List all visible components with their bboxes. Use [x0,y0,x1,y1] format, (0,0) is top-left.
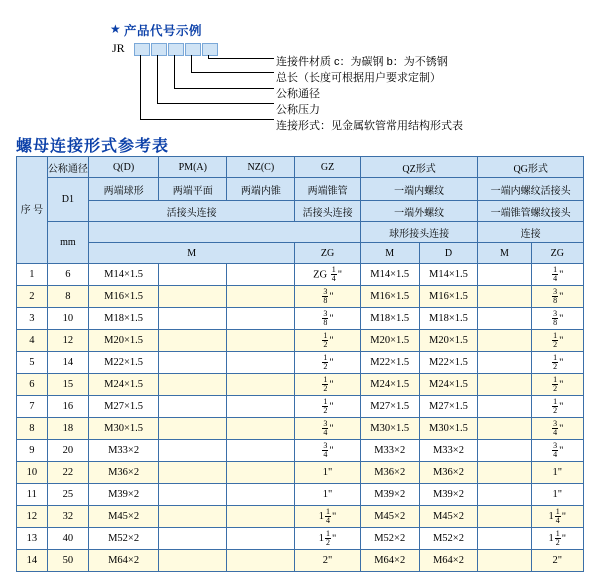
cell-qz-m: M30×1.5 [360,418,419,440]
cell-seq: 12 [17,506,48,528]
cell-qg-zg: $\frac{3}{8}$ " [531,308,583,330]
cell-qg-zg: 1" [531,484,583,506]
cell-nz [227,440,295,462]
cell-seq: 9 [17,440,48,462]
cell-dn: 40 [47,528,88,550]
leader-line-vertical-3 [174,55,175,88]
header-thread-qz-m: M [360,243,419,264]
leader-line-horizontal-2 [191,72,274,73]
cell-qd: M33×2 [89,440,159,462]
cell-qz-m: M36×2 [360,462,419,484]
header-thread-qg-m: M [478,243,531,264]
header-row-codes [17,157,584,178]
cell-seq: 3 [17,308,48,330]
diagram-title: 产品代号示例 [124,24,203,38]
cell-qg-zg: $\frac{1}{2}$ " [531,374,583,396]
header-shape-gz: 两端锥管 [295,178,361,201]
cell-qg-m [478,308,531,330]
cell-dn: 50 [47,550,88,572]
cell-qz-d: M18×1.5 [419,308,478,330]
cell-dn: 12 [47,330,88,352]
cell-qg-zg: $\frac{3}{4}$ " [531,418,583,440]
header-code-gz: GZ [295,157,361,178]
leader-line-vertical-2 [157,55,158,103]
table-row [17,484,584,506]
header-thread-qg-zg: ZG [531,243,583,264]
cell-qd: M24×1.5 [89,374,159,396]
legend-material: 连接件材质 c：为碳钢 b：为不锈钢 [276,56,448,68]
cell-dn: 14 [47,352,88,374]
cell-qg-m [478,330,531,352]
cell-seq: 8 [17,418,48,440]
cell-seq: 2 [17,286,48,308]
cell-nz [227,506,295,528]
cell-dn: 6 [47,264,88,286]
header-conn-blank [89,222,361,243]
cell-qg-zg: 2" [531,550,583,572]
nut-connection-table [16,156,584,572]
cell-qg-m [478,352,531,374]
code-box-4 [185,43,201,56]
cell-nz [227,330,295,352]
cell-pm [159,374,227,396]
header-conn-qd-pm-nz: 活接头连接 [89,201,295,222]
header-seq: 序 号 [17,157,48,264]
leader-line-vertical-4 [191,55,192,72]
section-title: 螺母连接形式参考表 [16,136,170,155]
cell-qg-zg: $\frac{1}{2}$ " [531,330,583,352]
cell-gz: 1 $\frac{1}{4}$ " [295,506,361,528]
cell-qz-m: M18×1.5 [360,308,419,330]
cell-qz-d: M30×1.5 [419,418,478,440]
code-box-2 [151,43,167,56]
table-row [17,264,584,286]
legend-total-length: 总长（长度可根据用户要求定制） [276,72,441,84]
cell-nz [227,286,295,308]
header-shape-qz-b: 一端外螺纹 [360,201,477,222]
cell-gz: $\frac{1}{2}$ " [295,396,361,418]
cell-qg-m [478,396,531,418]
cell-qz-d: M64×2 [419,550,478,572]
code-box-1 [134,43,150,56]
header-code-qg: QG形式 [478,157,584,178]
cell-qz-d: M22×1.5 [419,352,478,374]
table-row [17,528,584,550]
legend-nominal-pressure: 公称压力 [276,104,320,116]
cell-pm [159,330,227,352]
cell-qd: M18×1.5 [89,308,159,330]
cell-dn: 15 [47,374,88,396]
cell-qg-zg: $\frac{1}{2}$ " [531,352,583,374]
cell-qd: M16×1.5 [89,286,159,308]
header-dn-sub: D1 [47,178,88,222]
cell-qz-d: M16×1.5 [419,286,478,308]
cell-pm [159,286,227,308]
header-code-nz: NZ(C) [227,157,295,178]
leader-line-horizontal-5 [140,119,274,120]
cell-pm [159,550,227,572]
table-row [17,286,584,308]
cell-qg-zg: 1 $\frac{1}{2}$ " [531,528,583,550]
cell-dn: 25 [47,484,88,506]
cell-seq: 14 [17,550,48,572]
cell-seq: 4 [17,330,48,352]
cell-gz: 1" [295,462,361,484]
cell-gz: 2" [295,550,361,572]
cell-seq: 5 [17,352,48,374]
leader-line-horizontal-3 [174,88,274,89]
table-row [17,550,584,572]
cell-nz [227,396,295,418]
cell-pm [159,264,227,286]
header-row-shapes [17,178,584,201]
cell-qg-m [478,286,531,308]
cell-qd: M27×1.5 [89,396,159,418]
header-conn-gz: 活接头连接 [295,201,361,222]
cell-dn: 16 [47,396,88,418]
cell-gz: $\frac{1}{2}$ " [295,330,361,352]
cell-nz [227,462,295,484]
cell-nz [227,418,295,440]
header-row-conn2 [17,222,584,243]
cell-dn: 32 [47,506,88,528]
code-prefix: JR [112,41,125,55]
cell-dn: 20 [47,440,88,462]
cell-qg-m [478,374,531,396]
leader-line-horizontal-1 [208,58,274,59]
cell-qg-zg: $\frac{3}{8}$ " [531,286,583,308]
cell-pm [159,308,227,330]
header-shape-nz: 两端内锥 [227,178,295,201]
code-box-3 [168,43,184,56]
cell-qg-m [478,528,531,550]
cell-qz-d: M52×2 [419,528,478,550]
header-shape-pm: 两端平面 [159,178,227,201]
cell-qd: M64×2 [89,550,159,572]
header-row-conn [17,201,584,222]
table-row [17,374,584,396]
header-row-threads [17,243,584,264]
header-conn-qz: 球形接头连接 [360,222,477,243]
cell-qz-m: M33×2 [360,440,419,462]
cell-qg-zg: 1 $\frac{1}{4}$ " [531,506,583,528]
cell-pm [159,396,227,418]
cell-qz-m: M20×1.5 [360,330,419,352]
cell-pm [159,484,227,506]
cell-qz-m: M39×2 [360,484,419,506]
cell-qg-zg: $\frac{3}{4}$ " [531,440,583,462]
cell-qz-m: M52×2 [360,528,419,550]
header-shape-qz-a: 一端内螺纹 [360,178,477,201]
product-code-diagram [0,0,600,132]
legend-nominal-diameter: 公称通径 [276,88,320,100]
cell-qz-m: M24×1.5 [360,374,419,396]
header-thread-zg: ZG [295,243,361,264]
cell-qd: M45×2 [89,506,159,528]
cell-qd: M52×2 [89,528,159,550]
cell-qd: M14×1.5 [89,264,159,286]
cell-qz-d: M33×2 [419,440,478,462]
cell-qg-m [478,462,531,484]
header-dn-unit: mm [47,222,88,264]
cell-nz [227,374,295,396]
cell-seq: 11 [17,484,48,506]
table-row [17,352,584,374]
cell-gz: $\frac{1}{2}$ " [295,374,361,396]
cell-gz: $\frac{3}{4}$ " [295,418,361,440]
legend-connection-type: 连接形式：见金属软管常用结构形式表 [276,120,463,132]
header-shape-qg-a: 一端内螺纹活接头 [478,178,584,201]
cell-gz: $\frac{3}{4}$ " [295,440,361,462]
cell-qd: M22×1.5 [89,352,159,374]
cell-qz-d: M36×2 [419,462,478,484]
cell-qg-zg: $\frac{1}{4}$ " [531,264,583,286]
table-row [17,506,584,528]
cell-qz-m: M16×1.5 [360,286,419,308]
cell-gz: $\frac{3}{8}$ " [295,308,361,330]
table-header [17,157,584,264]
header-shape-qg-b: 一端锥管螺纹接头 [478,201,584,222]
cell-qz-d: M20×1.5 [419,330,478,352]
cell-dn: 18 [47,418,88,440]
table-row [17,462,584,484]
cell-qg-zg: 1" [531,462,583,484]
cell-nz [227,308,295,330]
cell-qg-zg: $\frac{1}{2}$ " [531,396,583,418]
cell-nz [227,264,295,286]
cell-qz-d: M14×1.5 [419,264,478,286]
cell-qg-m [478,506,531,528]
cell-gz: $\frac{3}{8}$ " [295,286,361,308]
cell-qg-m [478,264,531,286]
cell-seq: 13 [17,528,48,550]
cell-seq: 6 [17,374,48,396]
cell-nz [227,484,295,506]
table-row [17,330,584,352]
cell-pm [159,418,227,440]
leader-line-horizontal-4 [157,103,274,104]
table-row [17,308,584,330]
header-code-qz: QZ形式 [360,157,477,178]
cell-dn: 22 [47,462,88,484]
cell-pm [159,462,227,484]
cell-qz-d: M24×1.5 [419,374,478,396]
cell-seq: 7 [17,396,48,418]
star-icon: ★ [110,22,121,36]
cell-pm [159,528,227,550]
cell-gz: 1" [295,484,361,506]
cell-qz-m: M45×2 [360,506,419,528]
header-shape-qd: 两端球形 [89,178,159,201]
table-row [17,396,584,418]
header-conn-qg: 连接 [478,222,584,243]
cell-qg-m [478,418,531,440]
header-thread-qz-d: D [419,243,478,264]
leader-line-vertical-1 [140,55,141,119]
table-row [17,440,584,462]
cell-gz: ZG $\frac{1}{4}$ " [295,264,361,286]
table-body [17,264,584,572]
cell-qd: M39×2 [89,484,159,506]
cell-qd: M36×2 [89,462,159,484]
header-code-qd: Q(D) [89,157,159,178]
cell-pm [159,352,227,374]
cell-qd: M30×1.5 [89,418,159,440]
cell-gz: 1 $\frac{1}{2}$ " [295,528,361,550]
nut-connection-table-wrap [16,156,584,572]
cell-nz [227,528,295,550]
header-thread-m: M [89,243,295,264]
cell-dn: 10 [47,308,88,330]
cell-qd: M20×1.5 [89,330,159,352]
header-dn: 公称通径 [47,157,88,178]
cell-pm [159,506,227,528]
cell-dn: 8 [47,286,88,308]
cell-qz-m: M64×2 [360,550,419,572]
cell-qg-m [478,484,531,506]
cell-nz [227,352,295,374]
cell-pm [159,440,227,462]
cell-seq: 1 [17,264,48,286]
cell-qz-m: M22×1.5 [360,352,419,374]
code-box-5 [202,43,218,56]
cell-seq: 10 [17,462,48,484]
cell-qg-m [478,550,531,572]
cell-gz: $\frac{1}{2}$ " [295,352,361,374]
cell-qz-d: M39×2 [419,484,478,506]
cell-qg-m [478,440,531,462]
cell-qz-m: M14×1.5 [360,264,419,286]
cell-nz [227,550,295,572]
header-code-pm: PM(A) [159,157,227,178]
cell-qz-d: M27×1.5 [419,396,478,418]
cell-qz-m: M27×1.5 [360,396,419,418]
table-row [17,418,584,440]
cell-qz-d: M45×2 [419,506,478,528]
